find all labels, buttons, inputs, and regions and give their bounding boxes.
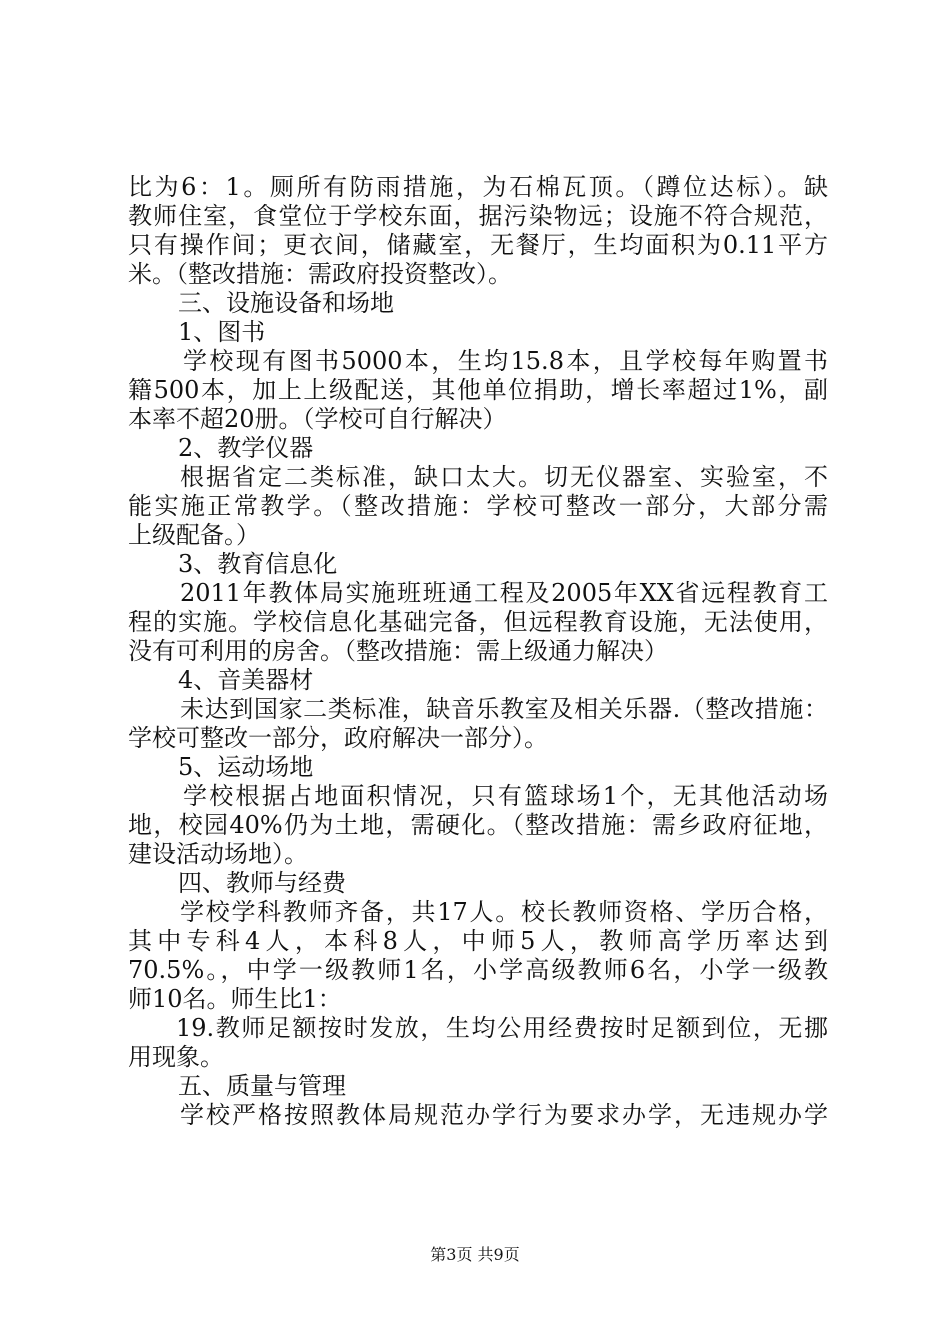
text-line: 本率不超20册。（学校可自行解决） [128,405,507,433]
text-line: 学校学科教师齐备，共17人。校长教师资格、学历合格， [180,898,828,926]
text-line: 其中专科4人，本科8人，中师5人，教师高学历率达到 [128,927,828,955]
section-heading: 3、教育信息化 [178,550,338,578]
section-heading: 四、教师与经费 [178,869,346,897]
text-line: 程的实施。学校信息化基础完备，但远程教育设施，无法使用， [128,608,828,636]
section-heading: 5、运动场地 [178,753,314,781]
text-line: 70.5%。，中学一级教师1名，小学高级教师6名，小学一级教 [128,956,828,984]
section-heading: 1、图书 [178,318,266,346]
text-line: 籍500本，加上上级配送，其他单位捐助，增长率超过1%，副 [128,376,828,404]
text-line: 米。（整改措施：需政府投资整改）。 [128,260,512,288]
text-line: 学校严格按照教体局规范办学行为要求办学，无违规办学 [180,1101,828,1129]
text-line: 师10名。师生比1： [128,985,342,1013]
section-heading: 五、质量与管理 [178,1072,346,1100]
section-heading: 4、音美器材 [178,666,314,694]
text-line: 19.教师足额按时发放，生均公用经费按时足额到位，无挪 [176,1014,828,1042]
section-heading: 2、教学仪器 [178,434,314,462]
text-line: 能实施正常教学。（整改措施：学校可整改一部分，大部分需 [128,492,828,520]
text-line: 用现象。 [128,1043,224,1071]
text-line: 上级配备。） [128,521,260,549]
page-footer: 第3页 共9页 [430,1245,520,1264]
text-line: 地，校园40%仍为土地，需硬化。（整改措施：需乡政府征地， [128,811,828,839]
text-line: 建设活动场地）。 [128,840,308,868]
section-heading: 三、设施设备和场地 [178,289,394,317]
text-line: 只有操作间；更衣间，储藏室，无餐厅，生均面积为0.11平方 [128,231,828,259]
text-line: 教师住室，食堂位于学校东面，据污染物远；设施不符合规范， [128,202,828,230]
text-line: 比为6：1。厕所有防雨措施，为石棉瓦顶。（蹲位达标）。缺 [128,173,828,201]
text-line: 2011年教体局实施班班通工程及2005年XX省远程教育工 [180,579,828,607]
text-line: 学校现有图书5000本，生均15.8本，且学校每年购置书 [183,347,828,375]
text-line: 学校可整改一部分，政府解决一部分）。 [128,724,548,752]
text-line: 学校根据占地面积情况，只有篮球场1个，无其他活动场 [183,782,828,810]
text-line: 未达到国家二类标准，缺音乐教室及相关乐器.（整改措施： [180,695,828,723]
document-body [128,173,828,1130]
text-line: 没有可利用的房舍。（整改措施：需上级通力解决） [128,637,668,665]
text-line: 根据省定二类标准，缺口太大。切无仪器室、实验室，不 [180,463,828,491]
